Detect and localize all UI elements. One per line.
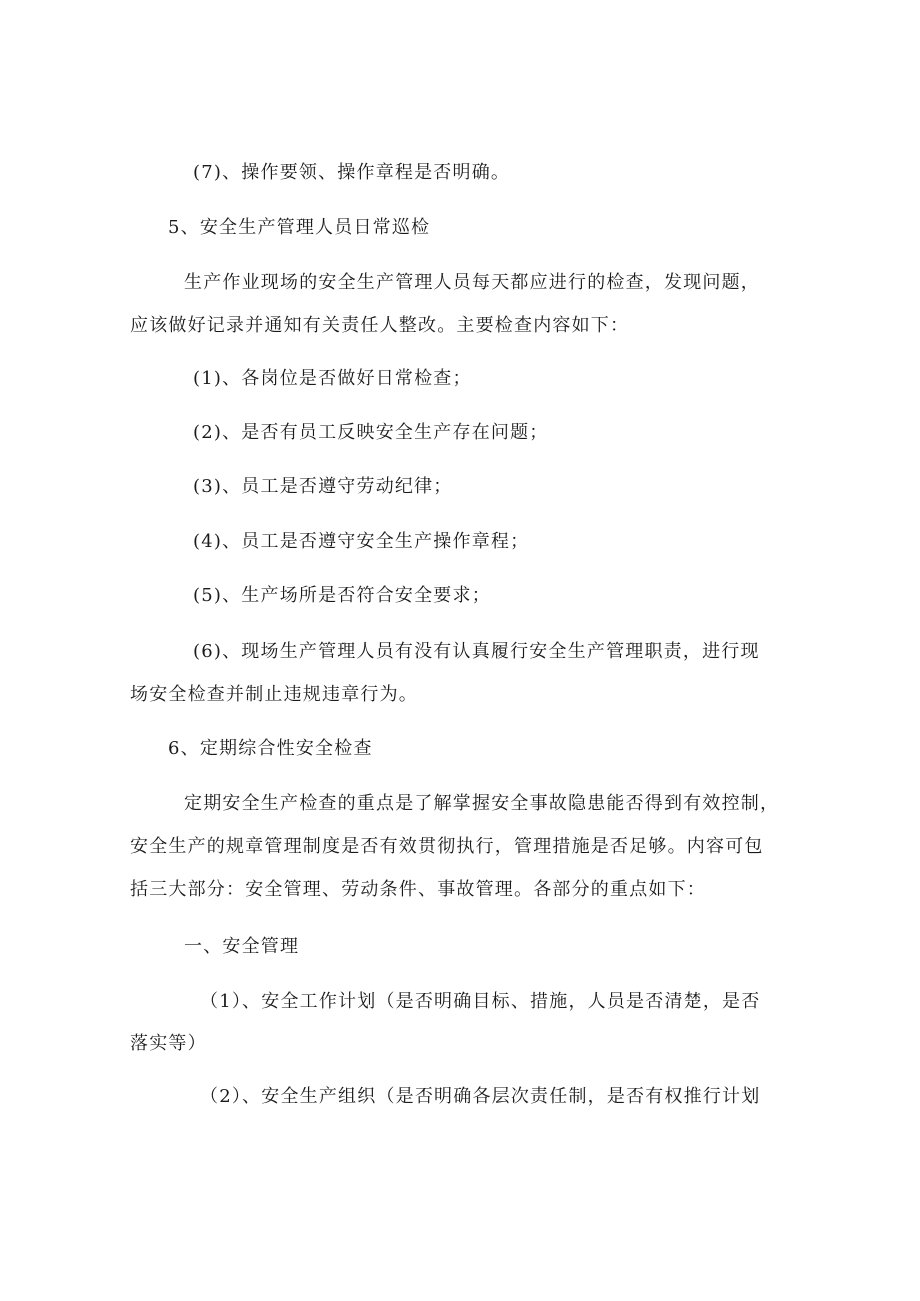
part-1-heading: 一、安全管理 bbox=[184, 936, 300, 957]
list-item: (3)、员工是否遵守劳动纪律； bbox=[193, 476, 453, 497]
section-5-intro-line-2: 应该做好记录并通知有关责任人整改。主要检查内容如下： bbox=[130, 315, 630, 336]
list-item: (5)、生产场所是否符合安全要求； bbox=[193, 585, 491, 606]
section-6-intro-line-1: 定期安全生产检查的重点是了解掌握安全事故隐患能否得到有效控制， bbox=[184, 793, 780, 814]
section-6-intro-line-2: 安全生产的规章管理制度是否有效贯彻执行，管理措施是否足够。内容可包 bbox=[130, 836, 764, 857]
list-item: (1)、各岗位是否做好日常检查； bbox=[193, 368, 472, 389]
list-item-6-line-1: (6)、现场生产管理人员有没有认真履行安全生产管理职责，进行现 bbox=[193, 641, 760, 662]
part-1-item-1-line-2: 落实等） bbox=[130, 1033, 207, 1054]
list-item: (4)、员工是否遵守安全生产操作章程； bbox=[193, 531, 530, 552]
list-item-7: (7)、操作要领、操作章程是否明确。 bbox=[193, 162, 511, 183]
section-5-heading: 5、安全生产管理人员日常巡检 bbox=[168, 217, 431, 238]
section-6-intro-line-3: 括三大部分：安全管理、劳动条件、事故管理。各部分的重点如下： bbox=[130, 879, 706, 900]
part-1-item-2-line-1: （2）、安全生产组织（是否明确各层次责任制，是否有权推行计划 bbox=[200, 1086, 761, 1107]
list-item: (2)、是否有员工反映安全生产存在问题； bbox=[193, 422, 549, 443]
section-6-heading: 6、定期综合性安全检查 bbox=[168, 738, 373, 759]
section-5-intro-line-1: 生产作业现场的安全生产管理人员每天都应进行的检查，发现问题， bbox=[184, 272, 760, 293]
list-item-6-line-2: 场安全检查并制止违规违章行为。 bbox=[130, 684, 418, 705]
part-1-item-1-line-1: （1）、安全工作计划（是否明确目标、措施，人员是否清楚，是否 bbox=[200, 991, 761, 1012]
